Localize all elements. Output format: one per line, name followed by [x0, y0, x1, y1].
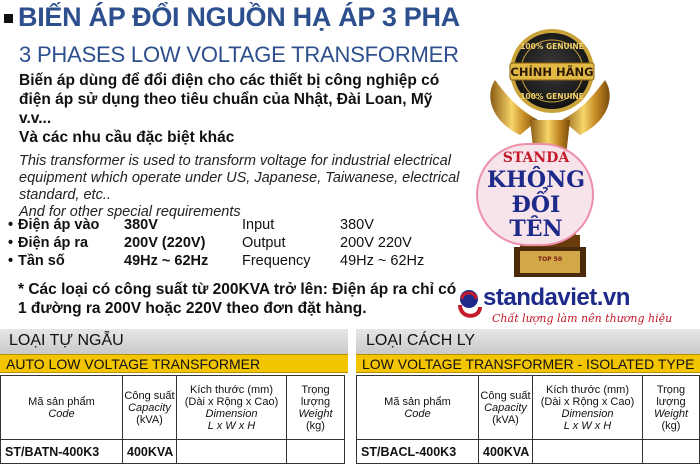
spec-value-en: 380V — [340, 217, 374, 233]
genuine-top-text: 100% GENUINE — [520, 42, 584, 51]
cell-dimension — [533, 440, 643, 464]
genuine-center-text: CHÍNH HÃNG — [510, 65, 594, 79]
header-capacity-vi: Công suất — [480, 389, 531, 402]
stamp-brand: STANDA — [502, 150, 570, 166]
header-capacity-en: Capacity — [484, 401, 527, 414]
header-dimension-sub: (Dài x Rộng x Cao) — [184, 395, 279, 408]
header-dimension — [533, 376, 643, 440]
header-weight-en: Weight — [653, 407, 689, 420]
header-capacity-unit: (kVA) — [136, 413, 163, 426]
spec-bullet: • — [8, 253, 14, 269]
header-code-vi: Mã sản phẩm — [384, 395, 451, 408]
table-row — [1, 440, 345, 464]
header-weight-en: Weight — [298, 407, 333, 420]
spec-bullet: • — [8, 235, 14, 251]
header-capacity-en: Capacity — [128, 401, 171, 414]
header-weight-vi: Trọng lượng — [300, 383, 331, 408]
header-code-en: Code — [48, 407, 75, 420]
header-capacity-unit: (kVA) — [492, 413, 519, 426]
description-en-line: standard, etc.. — [19, 187, 111, 203]
stamp-line: KHÔNG — [487, 167, 585, 193]
description-vi-line: v.v... — [19, 110, 52, 127]
cell-capacity: 400KVA — [123, 440, 177, 464]
header-capacity-vi: Công suất — [124, 389, 175, 402]
header-weight-vi: Trọng lượng — [656, 383, 686, 408]
spec-label-en: Input — [242, 217, 275, 233]
table-row — [357, 440, 700, 464]
stamp-line: ĐỔI — [511, 192, 561, 218]
cell-dimension — [177, 440, 287, 464]
spec-bullet: • — [8, 217, 14, 233]
header-dimension — [177, 376, 287, 440]
stamp-line: TÊN — [509, 216, 563, 242]
title-bullet — [4, 14, 13, 23]
spec-row-output — [8, 235, 448, 253]
page-title: BIẾN ÁP ĐỔI NGUỒN HẠ ÁP 3 PHA — [18, 2, 460, 32]
table-header-row — [1, 376, 345, 440]
spec-label-en: Output — [242, 235, 286, 251]
spec-label-vi: Điện áp vào — [18, 217, 100, 233]
section-auto-title: LOẠI TỰ NGẪU — [9, 332, 124, 349]
description-en-line: This transformer is used to transform voltage for industrial electrical — [19, 153, 451, 169]
section-auto-band-text: AUTO LOW VOLTAGE TRANSFORMER — [6, 356, 261, 372]
spec-label-vi: Tần số — [18, 253, 65, 269]
description-vi-line: Và các nhu cầu đặc biệt khác — [19, 129, 235, 146]
note-line: * Các loại có công suất từ 200KVA trở lên: Điện áp ra chỉ có — [18, 281, 457, 298]
page-subtitle: 3 PHASES LOW VOLTAGE TRANSFORMER — [19, 42, 459, 67]
auto-spec-table — [0, 375, 345, 464]
description-vi-line: Biến áp dùng để đổi điện cho các thiết bị công nghiệp có — [19, 72, 440, 89]
description-en — [19, 153, 489, 221]
genuine-bottom-text: 100% GENUINE — [520, 92, 584, 101]
spec-value-en: 49Hz ~ 62Hz — [340, 253, 425, 269]
section-isolated-band-text: LOW VOLTAGE TRANSFORMER - ISOLATED TYPE — [362, 356, 695, 372]
spec-value-en: 200V 220V — [340, 235, 412, 251]
spec-value-vi: 49Hz ~ 62Hz — [124, 253, 209, 269]
header-dimension-vi: Kích thước (mm) — [545, 383, 630, 396]
description-en-line: equipment which operate under US, Japanese, Taiwanese, electrical — [19, 170, 460, 186]
header-code-en: Code — [404, 407, 431, 420]
description-en-line: And for other special requirements — [19, 204, 241, 220]
table-header-row — [357, 376, 700, 440]
capacity-note — [18, 280, 468, 318]
note-line: 1 đường ra 200V hoặc 220V theo đơn đặt hàng. — [18, 300, 367, 317]
header-weight-unit: (kg) — [306, 419, 325, 432]
section-auto-band — [0, 354, 348, 373]
cell-weight — [287, 440, 345, 464]
spec-value-vi: 380V — [124, 217, 158, 233]
header-dimension-lwh: L x W x H — [207, 419, 256, 432]
cell-capacity: 400KVA — [479, 440, 533, 464]
spec-value-vi: 200V (220V) — [124, 235, 206, 251]
header-dimension-en: Dimension — [561, 407, 614, 420]
section-isolated-title: LOẠI CÁCH LY — [366, 332, 476, 349]
description-vi-line: điện áp sử dụng theo tiêu chuẩn của Nhật, Đài Loan, Mỹ — [19, 91, 433, 108]
header-code — [1, 376, 123, 440]
header-dimension-vi: Kích thước (mm) — [189, 383, 274, 396]
header-dimension-lwh: L x W x H — [563, 419, 612, 432]
spec-row-frequency — [8, 253, 448, 271]
spec-label-en: Frequency — [242, 253, 311, 269]
header-code-vi: Mã sản phẩm — [28, 395, 95, 408]
header-capacity — [123, 376, 177, 440]
description-vi — [19, 71, 489, 147]
header-dimension-sub: (Dài x Rộng x Cao) — [540, 395, 635, 408]
cell-weight — [643, 440, 700, 464]
header-weight-unit: (kg) — [661, 419, 681, 432]
header-code — [357, 376, 479, 440]
brand-slogan: Chất lượng làm nên thương hiệu — [492, 312, 673, 325]
cell-code: ST/BACL-400K3 — [357, 440, 479, 464]
header-capacity — [479, 376, 533, 440]
spec-row-input — [8, 217, 448, 235]
isolated-spec-table — [356, 375, 700, 464]
spec-label-vi: Điện áp ra — [18, 235, 89, 251]
section-isolated-band — [356, 354, 700, 373]
header-weight — [287, 376, 345, 440]
cell-code: ST/BATN-400K3 — [1, 440, 123, 464]
header-weight — [643, 376, 700, 440]
brand-name: standaviet.vn — [483, 284, 630, 311]
header-dimension-en: Dimension — [205, 407, 258, 420]
trophy-plate-text: TOP 50 — [537, 256, 563, 263]
